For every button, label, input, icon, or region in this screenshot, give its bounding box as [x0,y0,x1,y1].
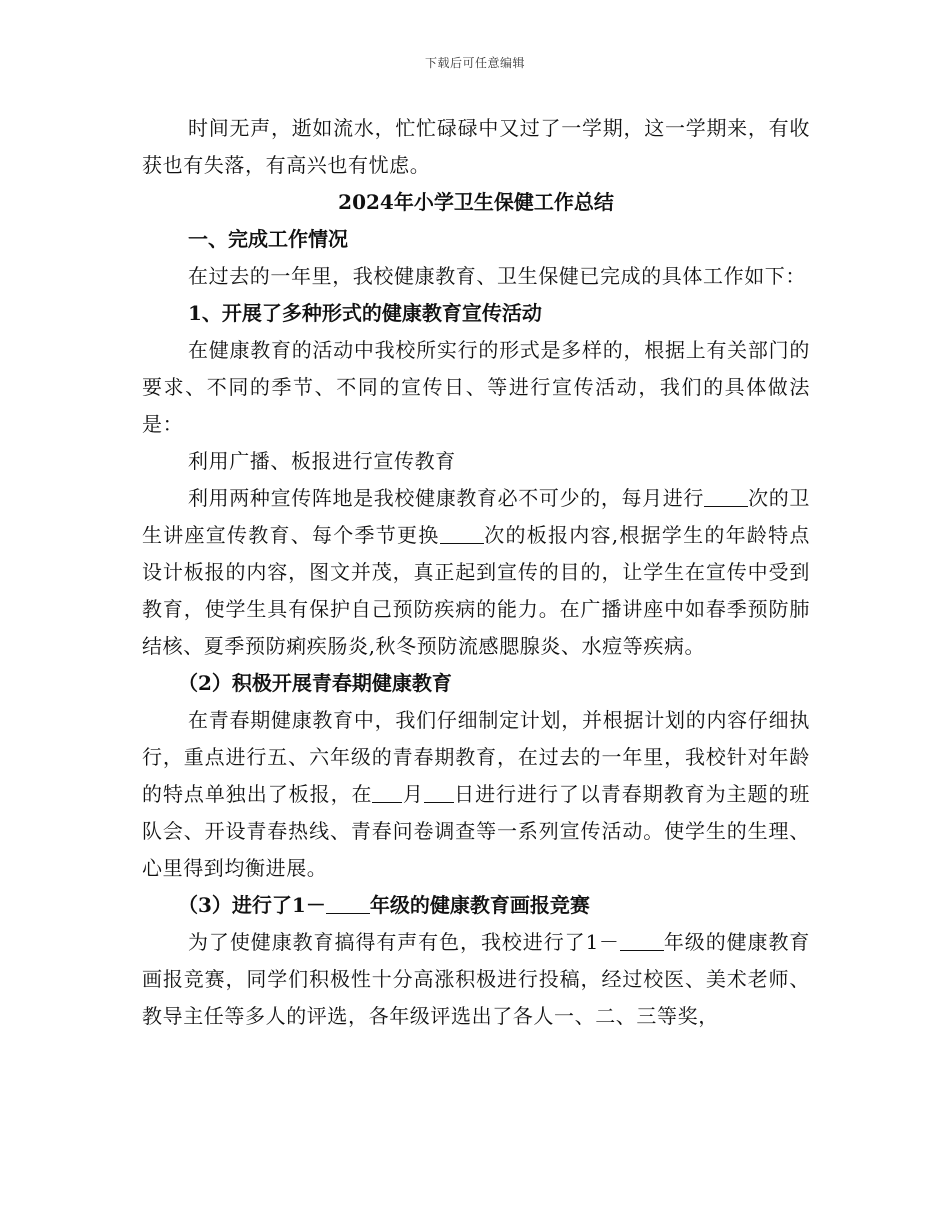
fill-blank [620,930,664,951]
item3-paragraph [142,924,810,1035]
item1-heading: 1、开展了多种形式的健康教育宣传活动 [188,301,542,325]
document-title: 2024年小学卫生保健工作总结 [338,190,614,214]
intro-paragraph: 时间无声，逝如流水，忙忙碌碌中又过了一学期，这一学期来，有收获也有失落，有高兴也有忧虑。 [142,116,810,177]
item1-para2-part-a: 利用两种宣传阵地是我校健康教育必不可少的，每月进行 [188,486,705,510]
section1-heading: 一、完成工作情况 [188,227,348,251]
item1-subheading: 利用广播、板报进行宣传教育 [188,449,456,473]
item1-paragraph: 在健康教育的活动中我校所实行的形式是多样的，根据上有关部门的要求、不同的季节、不同的宣传日、等进行宣传活动，我们的具体做法是： [142,338,810,436]
item3-heading [142,887,810,924]
item3-para-part-b: 年级的健康教育画报竞赛，同学们积极性十分高涨积极进行投稿，经过校医、美术老师、教导主任等多人的评选，各年级评选出了各人一、二、三等奖， [142,930,810,1028]
item3-para-part-a: 为了使健康教育搞得有声有色，我校进行了1－ [188,930,620,954]
item2-paragraph [142,702,810,887]
item2-para-part-b: 月 [402,782,424,806]
fill-blank [424,782,454,803]
item1-paragraph-2 [142,480,810,665]
item3-heading-part-a: （3）进行了1－ [178,893,326,917]
header-note: 下载后可任意编辑 [424,56,525,70]
item1-para2-part-b: 次的卫生讲座宣传教育、每个季节更换 [142,486,810,547]
fill-blank [372,782,402,803]
section1-intro: 在过去的一年里，我校健康教育、卫生保健已完成的具体工作如下： [188,264,806,288]
item2-para-part-a: 在青春期健康教育中，我们仔细制定计划，并根据计划的内容仔细执行，重点进行五、六年级的青春期教育，在过去的一年里，我校针对年龄的特点单独出了板报，在 [142,708,810,806]
item2-para-part-c: 日进行进行了以青春期教育为主题的班队会、开设青春热线、青春问卷调查等一系列宣传活动。使学生的生理、心里得到均衡进展。 [142,782,810,880]
fill-blank [440,523,484,544]
fill-blank [704,486,748,507]
item3-heading-part-b: 年级的健康教育画报竞赛 [369,893,590,917]
item2-heading: （2）积极开展青春期健康教育 [178,671,452,695]
item1-para2-part-c: 次的板报内容,根据学生的年龄特点设计板报的内容，图文并茂，真正起到宣传的目的，让学生在宣传中受到教育，使学生具有保护自己预防疾病的能力。在广播讲座中如春季预防肺结核、夏季预防痢疾肠炎,秋冬预防流感腮腺炎、水痘等疾病。 [142,523,810,658]
fill-blank [326,893,370,914]
document-body [142,110,810,1035]
